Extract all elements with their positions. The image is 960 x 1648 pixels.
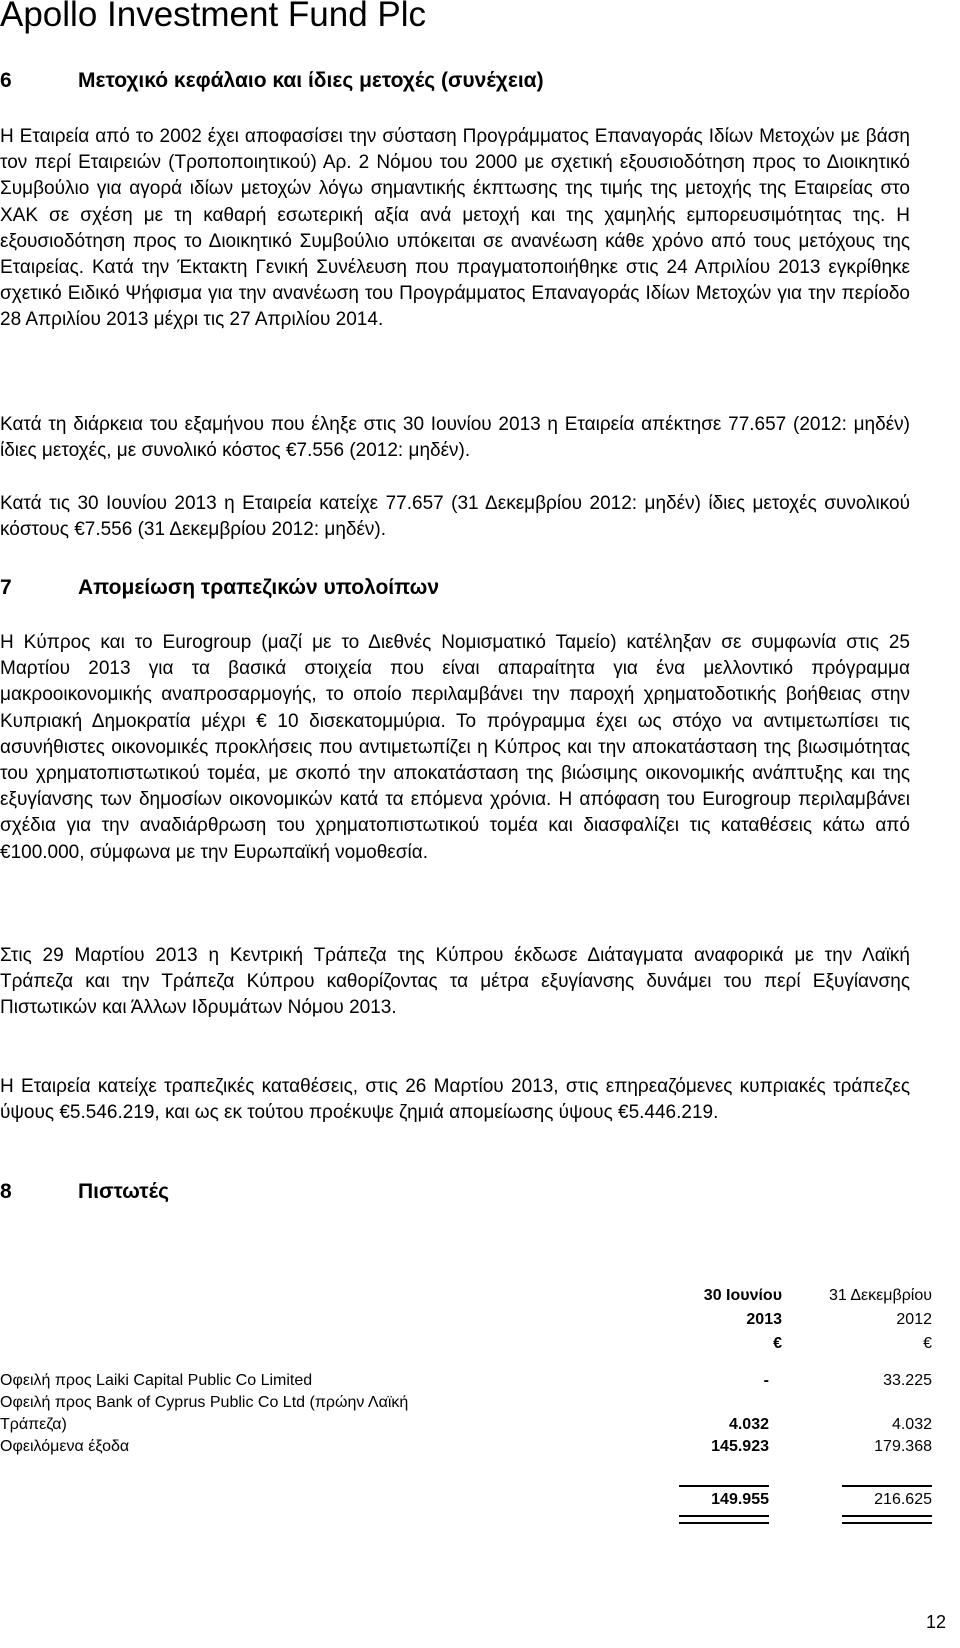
section-number: 7	[0, 576, 12, 599]
value-2013: 145.923	[711, 1438, 769, 1455]
paragraph: Στις 29 Μαρτίου 2013 η Κεντρική Τράπεζα της Κύπρου έκδωσε Διάταγματα αναφορικά με την Λαϊκή Τράπεζα και την Τράπεζα Κύπρου καθορίζοντας τα μέτρα εξυγίανσης δυνάμει του περί Εξυγίανσης Πιστωτικών και Άλλων Ιδρυμάτων Νόμου 2013.	[0, 945, 910, 1019]
value-2012: 179.368	[874, 1438, 932, 1455]
row-label: Οφειλή προς Laiki Capital Public Co Limited	[0, 1372, 313, 1389]
paragraph: Κατά τη διάρκεια του εξαμήνου που έληξε στις 30 Ιουνίου 2013 η Εταιρεία απέκτησε 77.657 (2012: μηδέν) ίδιες μετοχές, με συνολικό κόστος €7.556 (2012: μηδέν).	[0, 414, 910, 462]
section-title: Απομείωση τραπεζικών υπολοίπων	[78, 576, 440, 599]
total-double-rule	[679, 1515, 769, 1524]
column-header-2013: 30 Ιουνίου 2013 €	[703, 1287, 782, 1352]
table-row	[0, 1392, 960, 1414]
paragraph: Η Κύπρος και το Eurogroup (μαζί με το Διεθνές Νομισματικό Ταμείο) κατέληξαν σε συμφωνία στις 25 Μαρτίου 2013 για τα βασικά στοιχεία που είναι απαραίτητα για ένα μελλοντικό πρόγραμμα μακροοικονομικής αναπροσαρμογής, το οποίο περιλαμβάνει την παροχή χρηματοδοτικής βοήθειας στην Κυπριακή Δημοκρατία μέχρι € 10 δισεκατομμύρια. Το πρόγραμμα έχει ως στόχο να αντιμετωπίσει τις ασυνήθιστες οικονομικές προκλήσεις που αντιμετωπίζει η Κύπρος και την αποκατάσταση της βιωσιμότητας του χρηματοπιστωτικού τομέα, με σκοπό την αποκατάσταση της βιώσιμης οικονομικής ανάπτυξης και της εξυγίανσης των δημοσίων οικονομικών κατά τα επόμενα χρόνια. Η απόφαση του Eurogroup περιλαμβάνει σχέδια για την αναδιάρθρωση του χρηματοπιστωτικού τομέα και διασφαλίζει τις καταθέσεις κάτω από €100.000, σύμφωνα με την Ευρωπαϊκή νομοθεσία.	[0, 632, 910, 863]
value-2013: -	[763, 1372, 769, 1389]
total-double-rule	[842, 1515, 932, 1524]
row-label: Τράπεζα)	[0, 1416, 67, 1433]
value-2012: 4.032	[891, 1416, 932, 1433]
section-number: 8	[0, 1180, 12, 1203]
table-row	[0, 1370, 960, 1392]
table-row	[0, 1436, 960, 1458]
subtotal-rule	[679, 1485, 769, 1487]
value-2013: 4.032	[728, 1416, 769, 1433]
value-2012: 33.225	[883, 1372, 932, 1389]
section-title: Πιστωτές	[78, 1180, 170, 1203]
section-7-heading	[0, 574, 439, 602]
row-label: Οφειλόμενα έξοδα	[0, 1438, 130, 1455]
total-2013: 149.955	[711, 1491, 769, 1508]
paragraph: Η Εταιρεία από το 2002 έχει αποφασίσει την σύσταση Προγράμματος Επαναγοράς Ιδίων Μετοχών με βάση τον περί Εταιρειών (Τροποποιητικού) Αρ. 2 Νόμου του 2000 με σχετική εξουσιοδότηση προς το Διοικητικό Συμβούλιο για αγορά ιδίων μετοχών λόγω σημαντικής έκπτωσης της τιμής της μετοχής της Εταιρείας στο ΧΑΚ σε σχέση με τη καθαρή εσωτερική αξία ανά μετοχή και της χαμηλής εμπορευσιμότητας της. Η εξουσιοδότηση προς το Διοικητικό Συμβούλιο υπόκειται σε ανανέωση κάθε χρόνο από τους μετόχους της Εταιρείας. Κατά την Έκτακτη Γενική Συνέλευση που πραγματοποιήθηκε στις 24 Απριλίου 2013 εγκρίθηκε σχετικό Ειδικό Ψήφισμα για την ανανέωση του Προγράμματος Επαναγοράς Ιδίων Μετοχών για την περίοδο 28 Απριλίου 2013 μέχρι τις 27 Απριλίου 2014.	[0, 126, 910, 331]
paragraph: Κατά τις 30 Ιουνίου 2013 η Εταιρεία κατείχε 77.657 (31 Δεκεμβρίου 2012: μηδέν) ίδιες μετοχές συνολικού κόστους €7.556 (31 Δεκεμβρίου 2012: μηδέν).	[0, 493, 910, 541]
section-6-heading	[0, 67, 544, 95]
page-number: 12	[925, 1612, 946, 1632]
total-2012: 216.625	[874, 1491, 932, 1508]
section-8-heading	[0, 1178, 169, 1206]
total-row	[0, 1489, 960, 1511]
column-header-2012: 31 Δεκεμβρίου 2012 €	[828, 1287, 932, 1352]
section-number: 6	[0, 69, 12, 92]
table-row	[0, 1414, 960, 1436]
section-title: Μετοχικό κεφάλαιο και ίδιες μετοχές (συνέχεια)	[78, 69, 544, 92]
row-label: Οφειλή προς Bank of Cyprus Public Co Ltd (πρώην Λαϊκή	[0, 1394, 409, 1411]
document-title: Apollo Investment Fund Plc	[0, 0, 427, 34]
paragraph: Η Εταιρεία κατείχε τραπεζικές καταθέσεις, στις 26 Μαρτίου 2013, στις επηρεαζόμενες κυπριακές τράπεζες ύψους €5.546.219, και ως εκ τούτου προέκυψε ζημιά απομείωσης ύψους €5.446.219.	[0, 1076, 910, 1124]
subtotal-rule	[842, 1485, 932, 1487]
